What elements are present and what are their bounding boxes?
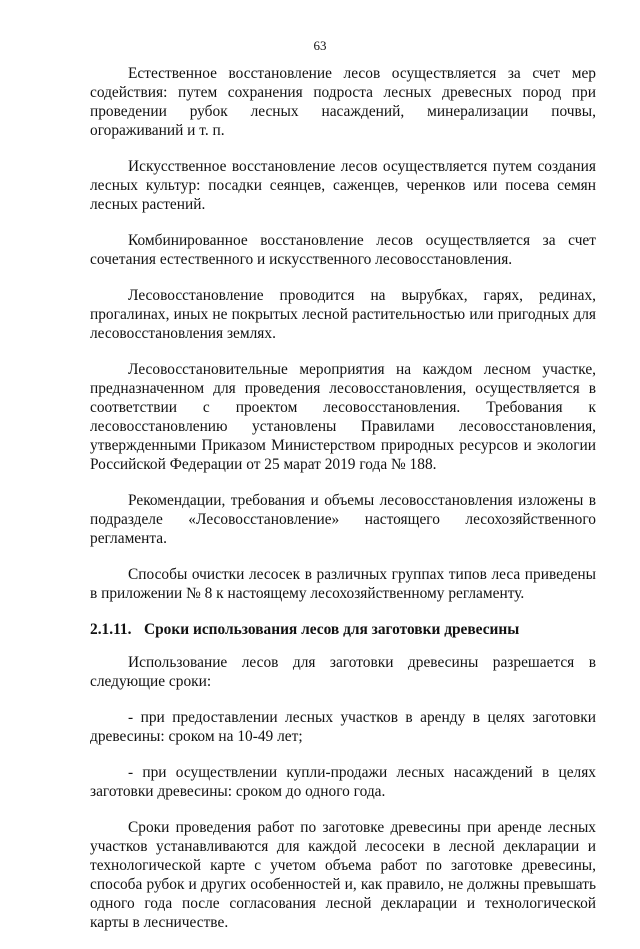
list-item-lease-term: - при предоставлении лесных участков в аренду в целях заготовки древесины: сроком на 10-49 лет; bbox=[90, 709, 596, 745]
page-number: 63 bbox=[313, 38, 327, 53]
paragraph-clearing-methods: Способы очистки лесосек в различных группах типов леса приведены в приложении № 8 к настоящему лесохозяйственному регламенту. bbox=[90, 566, 596, 602]
paragraph-reforestation-measures: Лесовосстановительные мероприятия на каждом лесном участке, предназначенном для проведения лесовосстановления, осуществляется в соответствии с проектом лесовосстановления. Требования к лесовосстановлению установлены Правилами лесовосстановления, утвержденными Приказом Министерством природных ресурсов и экологии Российской Федерации от 25 марат 2019 года № 188. bbox=[90, 361, 596, 473]
paragraph-combined-reforestation: Комбинированное восстановление лесов осуществляется за счет сочетания естественного и искусственного лесовосстановления. bbox=[90, 232, 596, 268]
section-heading bbox=[90, 620, 596, 639]
section-number: 2.1.11. bbox=[90, 621, 132, 638]
paragraph-artificial-reforestation: Искусственное восстановление лесов осуществляется путем создания лесных культур: посадки сеянцев, саженцев, черенков или посева семян лесных растений. bbox=[90, 158, 596, 213]
page-content bbox=[90, 64, 596, 949]
paragraph-recommendations: Рекомендации, требования и объемы лесовосстановления изложены в подразделе «Лесовосстановление» настоящего лесохозяйственного регламента. bbox=[90, 492, 596, 547]
paragraph-work-deadlines: Сроки проведения работ по заготовке древесины при аренде лесных участков устанавливаются для каждой лесосеки в лесной декларации и технологической карте с учетом объема работ по заготовке древесины, способа рубок и других особенностей и, как правило, не должны превышать одного года после согласования лесной декларации и технологической карты в лесничестве. bbox=[90, 819, 596, 931]
paragraph-reforestation-areas: Лесовосстановление проводится на вырубках, гарях, рединах, прогалинах, иных не покрытых лесной растительностью или пригодных для лесовосстановления землях. bbox=[90, 287, 596, 342]
list-item-purchase-term: - при осуществлении купли-продажи лесных насаждений в целях заготовки древесины: сроком до одного года. bbox=[90, 764, 596, 800]
section-title: Сроки использования лесов для заготовки древесины bbox=[144, 621, 520, 638]
paragraph-usage-terms: Использование лесов для заготовки древесины разрешается в следующие сроки: bbox=[90, 654, 596, 690]
paragraph-natural-reforestation: Естественное восстановление лесов осуществляется за счет мер содействия: путем сохранения подроста лесных древесных пород при проведении рубок лесных насаждений, минерализации почвы, огораживаний и т. п. bbox=[90, 65, 596, 139]
